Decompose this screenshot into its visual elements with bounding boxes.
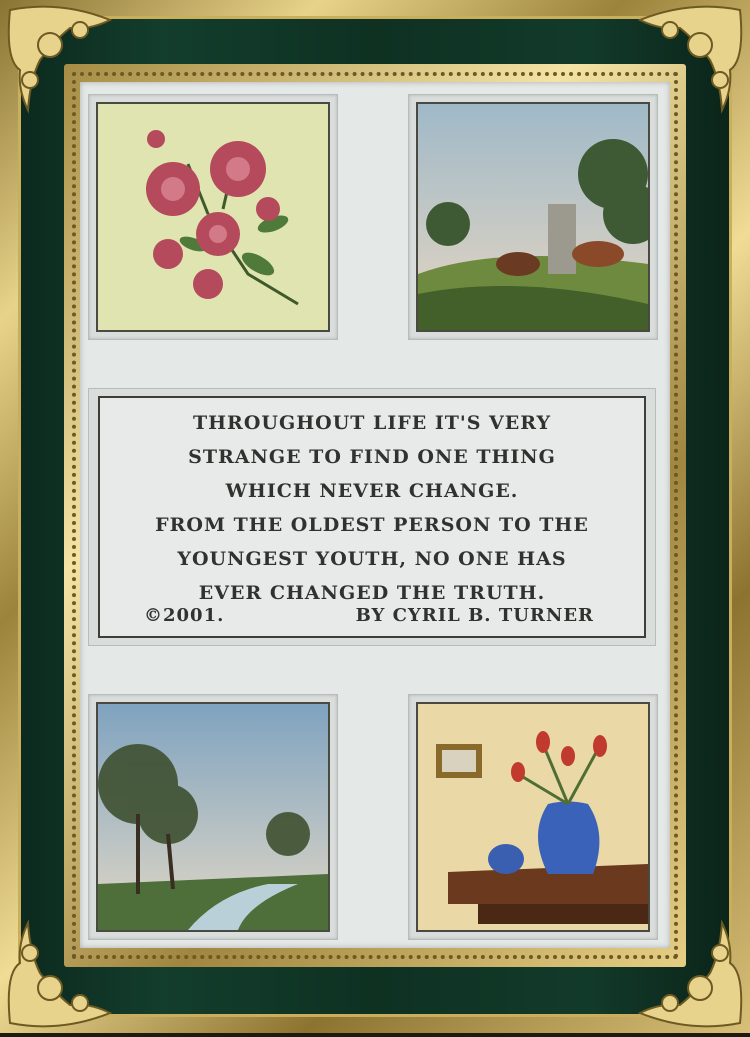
still-life-painting: [416, 702, 650, 932]
verse-panel: [88, 388, 656, 646]
flowers-painting: [96, 102, 330, 332]
verse-line: YOUNGEST YOUTH, NO ONE HAS: [177, 548, 567, 570]
verse-line: STRANGE TO FIND ONE THING: [188, 446, 556, 468]
tile-pastoral-scene: [408, 94, 658, 340]
river-painting: [96, 702, 330, 932]
pastoral-painting: [416, 102, 650, 332]
verse-line: THROUGHOUT LIFE IT'S VERY: [192, 412, 552, 434]
verse-line: WHICH NEVER CHANGE.: [225, 480, 519, 502]
tile-still-life: [408, 694, 658, 940]
author-credit: BY CYRIL B. TURNER: [355, 605, 594, 626]
tile-flowers: [88, 94, 338, 340]
tile-river-trees: [88, 694, 338, 940]
verse-line: FROM THE OLDEST PERSON TO THE: [155, 514, 589, 536]
verse-card: [98, 396, 646, 638]
copyright-year: ©2001.: [144, 605, 225, 626]
verse-line: EVER CHANGED THE TRUTH.: [198, 582, 546, 604]
